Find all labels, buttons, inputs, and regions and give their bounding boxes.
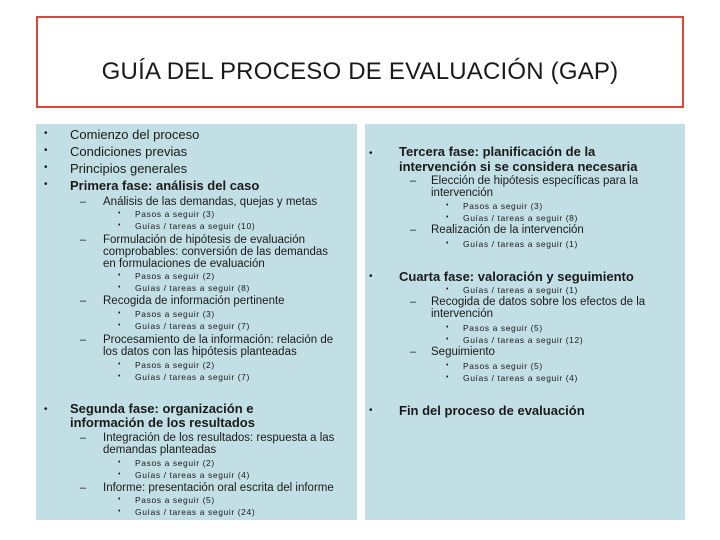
detail-item: Guías / tareas a seguir (8) (463, 213, 578, 223)
dash-icon: – (80, 295, 87, 307)
intro-item: Comienzo del proceso (70, 127, 200, 142)
title-box (36, 16, 684, 108)
sub-item-label: Seguimiento (431, 346, 495, 358)
detail-item: Guías / tareas a seguir (1) (463, 239, 578, 249)
bullet-icon: • (446, 374, 449, 381)
sub-item-label: Realización de la intervención (431, 224, 584, 236)
bullet-icon: • (118, 272, 121, 279)
bullet-icon: • (446, 324, 449, 331)
dash-icon: – (410, 224, 417, 236)
bullet-icon: • (446, 214, 449, 221)
detail-item: Pasos a seguir (5) (463, 361, 543, 371)
intro-item: Condiciones previas (70, 144, 188, 159)
sub-item-label: Integración de los resultados: respuesta a las (103, 432, 335, 444)
dash-icon: – (80, 196, 87, 208)
detail-item: Pasos a seguir (2) (135, 360, 215, 370)
detail-item: Pasos a seguir (3) (135, 209, 215, 219)
sub-item-label: Procesamiento de la información: relación de (103, 334, 334, 346)
page-title: GUÍA DEL PROCESO DE EVALUACIÓN (GAP) (101, 58, 619, 85)
sub-item-label: demandas planteadas (103, 444, 217, 456)
left-panel (36, 124, 357, 520)
bullet-icon: • (118, 496, 121, 503)
intro-item: Principios generales (70, 161, 188, 176)
bullet-icon: • (369, 271, 373, 282)
bullet-icon: • (118, 322, 121, 329)
detail-item: Pasos a seguir (3) (463, 201, 543, 211)
bullet-icon: • (118, 210, 121, 217)
detail-item: Pasos a seguir (3) (135, 309, 215, 319)
detail-item: Pasos a seguir (2) (135, 458, 215, 468)
detail-item: Guías / tareas a seguir (24) (135, 507, 256, 517)
dash-icon: – (80, 432, 87, 444)
sub-item-label: Formulación de hipótesis de evaluación (103, 234, 306, 246)
bullet-icon: • (446, 202, 449, 209)
end-title: Fin del proceso de evaluación (399, 403, 585, 418)
phase-2-title: Segunda fase: organización e (70, 401, 254, 416)
bullet-icon: • (446, 240, 449, 247)
detail-item: Pasos a seguir (5) (463, 323, 543, 333)
detail-item: Guías / tareas a seguir (8) (135, 283, 250, 293)
dash-icon: – (80, 234, 87, 246)
bullet-icon: • (446, 336, 449, 343)
dash-icon: – (410, 296, 417, 308)
phase-4-title: Cuarta fase: valoración y seguimiento (399, 269, 634, 284)
bullet-icon: • (44, 404, 48, 415)
sub-item-label: Informe: presentación oral escrita del informe (103, 482, 334, 494)
detail-item: Guías / tareas a seguir (1) (463, 285, 578, 295)
phase-2-title: información de los resultados (70, 415, 255, 430)
sub-item-label: los datos con las hipótesis planteadas (103, 346, 297, 358)
bullet-icon: • (118, 471, 121, 478)
bullet-icon: • (446, 362, 449, 369)
sub-item-label: en formulaciones de evaluación (103, 258, 265, 270)
sub-item-label: intervención (431, 187, 494, 199)
phase-3-title: intervención si se considera necesaria (399, 159, 638, 174)
detail-item: Guías / tareas a seguir (12) (463, 335, 584, 345)
sub-item-label: Elección de hipótesis específicas para la (431, 175, 639, 187)
bullet-icon: • (44, 162, 48, 173)
detail-item: Guías / tareas a seguir (4) (463, 373, 578, 383)
dash-icon: – (410, 346, 417, 358)
bullet-icon: • (369, 405, 373, 416)
sub-item-label: comprobables: conversión de las demandas (103, 246, 329, 258)
phase-3-title: Tercera fase: planificación de la (399, 144, 596, 159)
bullet-icon: • (118, 361, 121, 368)
bullet-icon: • (44, 145, 48, 156)
dash-icon: – (80, 482, 87, 494)
bullet-icon: • (118, 373, 121, 380)
bullet-icon: • (118, 284, 121, 291)
bullet-icon: • (44, 179, 48, 190)
bullet-icon: • (118, 508, 121, 515)
sub-item-label: Recogida de información pertinente (103, 295, 285, 307)
bullet-icon: • (44, 128, 48, 139)
bullet-icon: • (446, 286, 449, 293)
detail-item: Pasos a seguir (5) (135, 495, 215, 505)
sub-item-label: Recogida de datos sobre los efectos de la (431, 296, 646, 308)
detail-item: Guías / tareas a seguir (4) (135, 470, 250, 480)
dash-icon: – (410, 175, 417, 187)
bullet-icon: • (118, 459, 121, 466)
phase-1-title: Primera fase: análisis del caso (70, 178, 260, 193)
dash-icon: – (80, 334, 87, 346)
sub-item-label: intervención (431, 308, 494, 320)
sub-item-label: Análisis de las demandas, quejas y metas (103, 196, 318, 208)
detail-item: Guías / tareas a seguir (7) (135, 372, 250, 382)
detail-item: Guías / tareas a seguir (10) (135, 221, 256, 231)
bullet-icon: • (118, 222, 121, 229)
right-panel (365, 124, 685, 520)
detail-item: Pasos a seguir (2) (135, 271, 215, 281)
detail-item: Guías / tareas a seguir (7) (135, 321, 250, 331)
bullet-icon: • (369, 148, 373, 159)
bullet-icon: • (118, 310, 121, 317)
